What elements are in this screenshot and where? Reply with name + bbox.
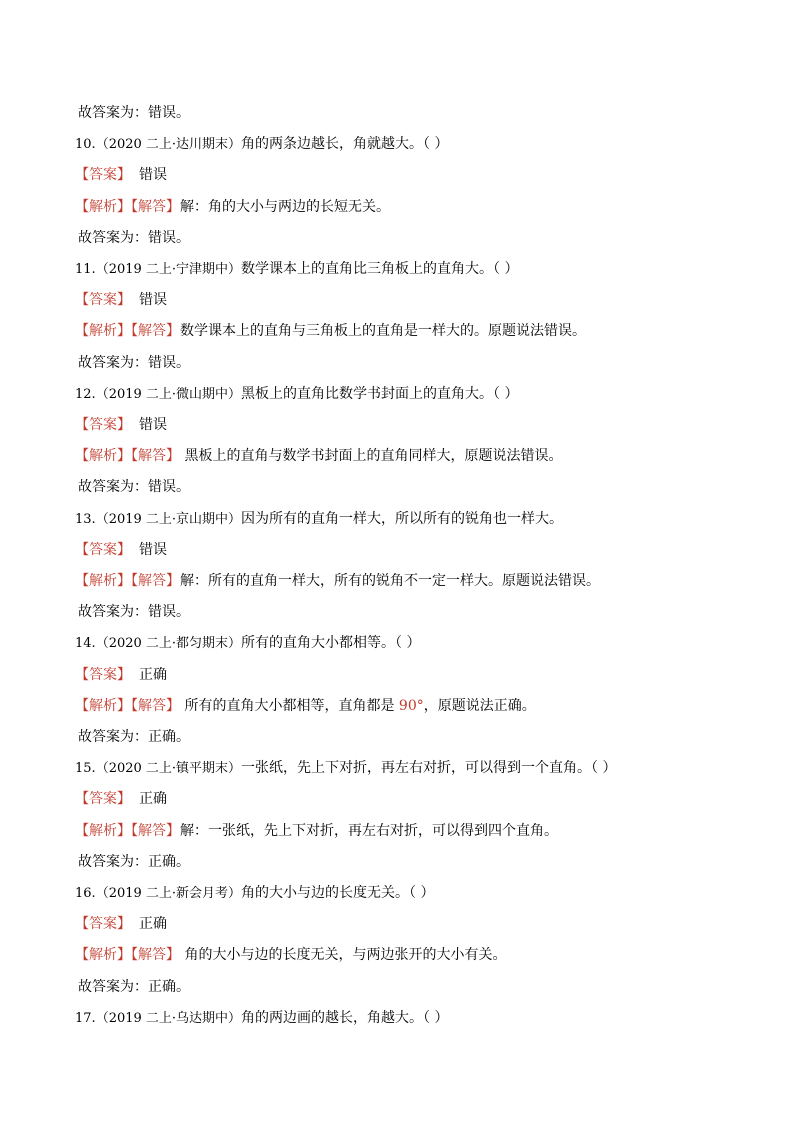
answer-line (75, 291, 167, 309)
answer-line (75, 166, 167, 184)
question-number: 16. (75, 886, 96, 901)
analysis-line (75, 447, 562, 465)
answer-text: 正确 (139, 916, 167, 933)
question-line (75, 135, 449, 154)
question-number: 14. (75, 636, 96, 652)
question-number: 10. (75, 137, 96, 153)
answer-tag: 【答案】 (75, 791, 131, 808)
answer-tag: 【答案】 (75, 541, 131, 558)
conclusion-line (78, 354, 190, 372)
answer-tag: 【答案】 (75, 292, 131, 309)
question-text: 角的大小与边的长度无关。（ ） (241, 885, 435, 901)
question-text: 数学课本上的直角比三角板上的直角大。（ ） (241, 261, 519, 277)
answer-tag: 【答案】 (75, 666, 131, 683)
answer-tag: 【答案】 (75, 417, 131, 433)
analysis-text: 所有的直角大小都相等，直角都是 (180, 697, 399, 714)
question-line (75, 385, 519, 404)
analysis-text: 黑板上的直角与数学书封面上的直角同样大，原题说法错误。 (180, 448, 563, 465)
conclusion-text: 故答案为：错误。 (78, 479, 190, 496)
question-text: 角的两条边越长，角就越大。（ ） (241, 136, 449, 153)
question-line (75, 634, 421, 653)
question-number: 13. (75, 511, 96, 527)
analysis-tag: 【解析】【解答】 (75, 448, 180, 465)
analysis-tag: 【解析】【解答】 (75, 697, 180, 714)
conclusion-line (78, 603, 190, 621)
analysis-text-end: ，原题说法正确。 (423, 697, 536, 714)
question-line (75, 260, 519, 279)
answer-text: 正确 (139, 791, 167, 808)
question-text: 黑板上的直角比数学书封面上的直角大。（ ） (241, 385, 519, 402)
conclusion-text: 故答案为：错误。 (78, 105, 190, 121)
conclusion-line (78, 978, 190, 996)
question-number: 15. (75, 761, 96, 777)
question-text: 一张纸，先上下对折，再左右对折，可以得到一个直角。（ ） (241, 760, 617, 777)
answer-line (75, 416, 167, 434)
answer-text: 错误 (139, 541, 167, 558)
conclusion-line (78, 478, 190, 496)
conclusion-text: 故答案为：正确。 (78, 853, 190, 870)
conclusion-text: 故答案为：正确。 (78, 978, 190, 995)
question-number: 17. (75, 1010, 96, 1026)
conclusion-text: 故答案为：正确。 (78, 729, 190, 745)
answer-line (75, 915, 167, 933)
conclusion-line (78, 104, 190, 122)
question-line (75, 884, 435, 903)
question-source: （2019 二上·新会月考） (95, 886, 242, 901)
conclusion-line (78, 728, 190, 746)
question-source: （2020 二上·镇平期末） (95, 761, 242, 777)
conclusion-line (78, 853, 190, 871)
analysis-tag: 【解析】【解答】 (75, 573, 180, 589)
analysis-text: 数学课本上的直角与三角板上的直角是一样大的。原题说法错误。 (180, 323, 586, 340)
analysis-text: 角的大小与边的长度无关，与两边张开的大小有关。 (180, 947, 507, 964)
answer-text: 错误 (139, 417, 167, 433)
question-text: 所有的直角大小都相等。（ ） (241, 635, 421, 652)
analysis-line (75, 322, 586, 340)
analysis-tag: 【解析】【解答】 (75, 822, 180, 839)
analysis-line (75, 946, 506, 964)
analysis-line (75, 572, 600, 590)
degree-value: 90° (398, 697, 424, 714)
analysis-tag: 【解析】【解答】 (75, 323, 180, 340)
question-source: （2020 二上·都匀期末） (95, 636, 242, 652)
conclusion-text: 故答案为：错误。 (78, 604, 190, 621)
analysis-line (75, 697, 536, 715)
answer-tag: 【答案】 (75, 916, 131, 933)
question-source: （2019 二上·京山期中） (95, 511, 242, 527)
conclusion-line (78, 229, 190, 247)
analysis-text: 解：一张纸，先上下对折，再左右对折，可以得到四个直角。 (180, 822, 558, 839)
answer-line (75, 790, 167, 808)
question-line (75, 759, 617, 778)
conclusion-text: 故答案为：错误。 (78, 354, 190, 371)
conclusion-text: 故答案为：错误。 (78, 229, 190, 246)
question-source: （2019 二上·宁津期中） (95, 262, 242, 277)
question-source: （2020 二上·达川期末） (95, 137, 242, 153)
question-text: 因为所有的直角一样大，所以所有的锐角也一样大。 (241, 510, 564, 527)
answer-text: 错误 (139, 167, 167, 184)
analysis-text: 解：所有的直角一样大，所有的锐角不一定一样大。原题说法错误。 (180, 573, 600, 589)
question-source: （2019 二上·微山期中） (95, 386, 242, 402)
question-number: 11. (75, 262, 96, 277)
question-text: 角的两边画的越长，角越大。（ ） (241, 1009, 449, 1026)
answer-line (75, 541, 167, 559)
question-number: 12. (75, 386, 96, 402)
analysis-tag: 【解析】【解答】 (75, 947, 180, 964)
answer-text: 正确 (139, 666, 167, 683)
analysis-line (75, 822, 558, 840)
answer-line (75, 666, 167, 684)
analysis-text: 解：角的大小与两边的长短无关。 (180, 198, 390, 215)
answer-tag: 【答案】 (75, 167, 131, 184)
analysis-tag: 【解析】【解答】 (75, 198, 180, 215)
question-line (75, 1009, 449, 1028)
question-source: （2019 二上·乌达期中） (95, 1010, 242, 1026)
question-line (75, 510, 563, 529)
analysis-line (75, 198, 390, 216)
answer-text: 错误 (139, 292, 167, 309)
